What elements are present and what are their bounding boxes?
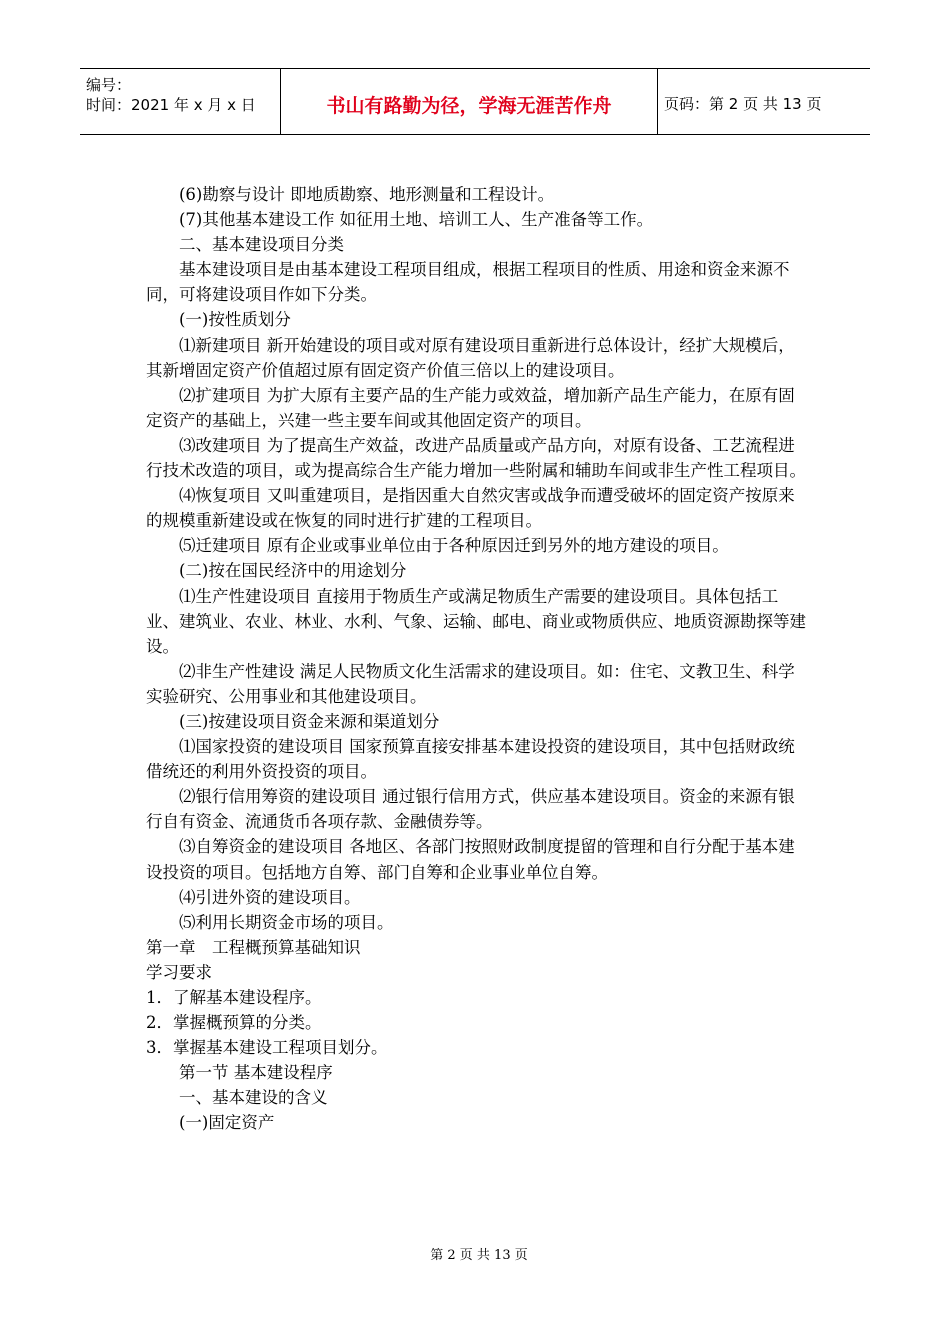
paragraph: 一、基本建设的含义 (179, 1088, 328, 1108)
paragraph: 学习要求 (146, 962, 212, 982)
paragraph: 3．掌握基本建设工程项目划分。 (146, 1038, 388, 1058)
paragraph: ⑷引进外资的建设项目。 (179, 887, 361, 907)
page-footer: 第 2 页 共 13 页 (430, 1248, 528, 1263)
page-header (80, 68, 870, 135)
paragraph: (一)固定资产 (179, 1113, 275, 1133)
paragraph: 第一章 工程概预算基础知识 (146, 937, 361, 957)
paragraph: (7)其他基本建设工作 如征用土地、培训工人、生产准备等工作。 (179, 210, 654, 230)
paragraph: (二)按在国民经济中的用途划分 (179, 561, 407, 581)
paragraph: (6)勘察与设计 即地质勘察、地形测量和工程设计。 (179, 185, 555, 204)
paragraph: ⑵银行信用筹资的建设项目 通过银行信用方式，供应基本建设项目。资金的来源有银行自有资金、流通货币各项存款、金融债券等。 (146, 787, 795, 832)
paragraph: 二、基本建设项目分类 (179, 235, 344, 255)
document-body (146, 182, 806, 1136)
paragraph: ⑸迁建项目 原有企业或事业单位由于各种原因迁到另外的地方建设的项目。 (179, 536, 729, 556)
paragraph: (一)按性质划分 (179, 310, 291, 330)
paragraph: ⑷恢复项目 又叫重建项目，是指因重大自然灾害或战争而遭受破坏的固定资产按原来的规模重新建设或在恢复的同时进行扩建的工程项目。 (146, 486, 795, 531)
header-motto: 书山有路勤为径，学海无涯苦作舟 (281, 69, 658, 134)
paragraph: ⑶自筹资金的建设项目 各地区、各部门按照财政制度提留的管理和自行分配于基本建设投资的项目。包括地方自筹、部门自筹和企业事业单位自筹。 (146, 837, 795, 882)
paragraph: ⑴生产性建设项目 直接用于物质生产或满足物质生产需要的建设项目。具体包括工业、建筑业、农业、林业、水利、气象、运输、邮电、商业或物质供应、地质资源勘探等建设。 (146, 586, 806, 656)
header-page-number: 页码：第 2 页 共 13 页 (664, 95, 822, 113)
paragraph: ⑸利用长期资金市场的项目。 (179, 912, 394, 932)
paragraph: (三)按建设项目资金来源和渠道划分 (179, 711, 440, 731)
paragraph: 2．掌握概预算的分类。 (146, 1013, 322, 1033)
document-date: 时间：2021 年 x 月 x 日 (86, 96, 256, 114)
paragraph: 1．了解基本建设程序。 (146, 988, 322, 1007)
document-number: 编号： (86, 76, 132, 94)
paragraph: ⑴国家投资的建设项目 国家预算直接安排基本建设投资的建设项目，其中包括财政统借统还的利用外资投资的项目。 (146, 737, 795, 782)
paragraph: 第一节 基本建设程序 (179, 1063, 333, 1083)
paragraph: ⑶改建项目 为了提高生产效益，改进产品质量或产品方向，对原有设备、工艺流程进行技术改造的项目，或为提高综合生产能力增加一些附属和辅助车间或非生产性工程项目。 (146, 435, 806, 481)
paragraph: ⑵扩建项目 为扩大原有主要产品的生产能力或效益，增加新产品生产能力，在原有固定资产的基础上，兴建一些主要车间或其他固定资产的项目。 (146, 385, 795, 430)
paragraph: ⑴新建项目 新开始建设的项目或对原有建设项目重新进行总体设计，经扩大规模后，其新增固定资产价值超过原有固定资产价值三倍以上的建设项目。 (146, 335, 795, 380)
paragraph: ⑵非生产性建设 满足人民物质文化生活需求的建设项目。如：住宅、文教卫生、科学实验研究、公用事业和其他建设项目。 (146, 661, 795, 706)
header-meta (80, 69, 281, 134)
paragraph: 基本建设项目是由基本建设工程项目组成，根据工程项目的性质、用途和资金来源不同，可将建设项目作如下分类。 (146, 260, 790, 305)
